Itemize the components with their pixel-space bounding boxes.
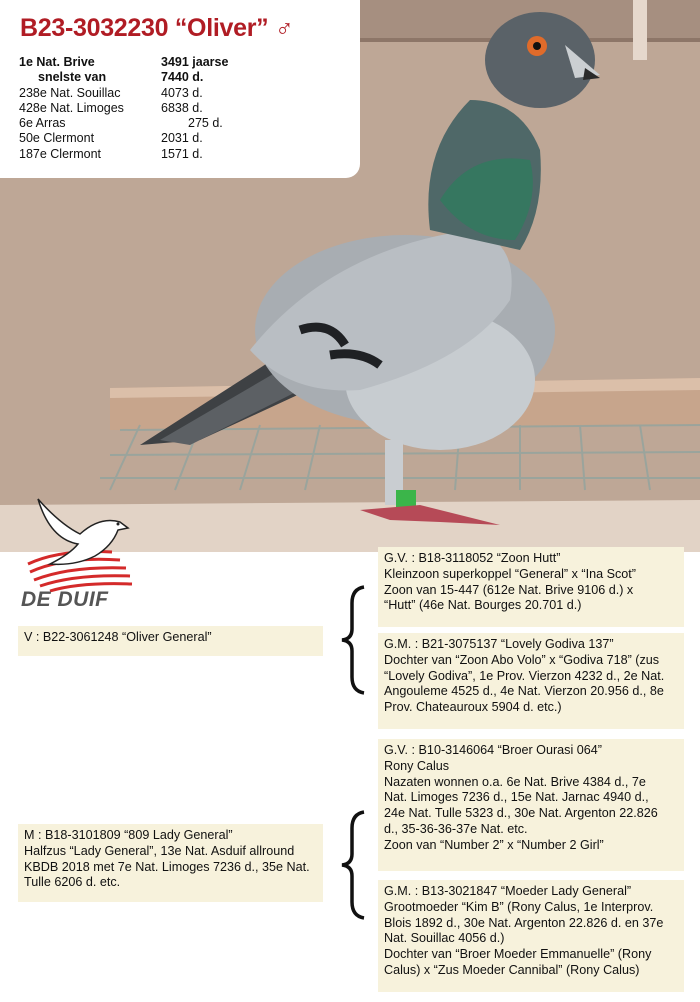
pedigree-line: Halfzus “Lady General”, 13e Nat. Asduif allround — [24, 843, 295, 858]
race-value: 6838 d. — [161, 100, 203, 115]
pedigree-line: Nat. Souillac 4056 d.) — [384, 931, 505, 946]
pedigree-line: G.V. : B18-3118052 “Zoon Hutt” — [384, 551, 561, 565]
race-label: 238e Nat. Souillac — [19, 85, 121, 100]
pedigree-line: 24e Nat. Tulle 5323 d., 30e Nat. Argenton 22.826 — [384, 806, 658, 821]
race-value: 4073 d. — [161, 85, 203, 100]
race-value: 275 d. — [188, 116, 223, 131]
race-label: 6e Arras — [19, 116, 66, 131]
pedigree-line: Dochter van “Zoon Abo Volo” x “Godiva 718” (zus — [384, 652, 660, 667]
pedigree-line: “Lovely Godiva”, 1e Prov. Vierzon 4232 d., 2e Nat. — [384, 668, 665, 683]
race-label: 1e Nat. Brive — [19, 55, 95, 69]
pedigree-line: G.M. : B21-3075137 “Lovely Godiva 137” — [384, 637, 614, 651]
pedigree-line: Tulle 6206 d. etc. — [24, 875, 121, 890]
pedigree-line: d., 35-36-36-37e Nat. etc. — [384, 821, 528, 836]
father-mother-box — [378, 633, 684, 729]
pedigree-line: Calus) x “Zus Moeder Cannibal” (Rony Calus) — [384, 962, 640, 977]
father-box — [18, 626, 323, 656]
race-value: 7440 d. — [161, 70, 204, 85]
mother-brace — [338, 810, 368, 920]
father-line: V : B22-3061248 “Oliver General” — [24, 630, 212, 644]
father-brace — [338, 585, 368, 695]
pedigree-line: “Hutt” (46e Nat. Bourges 20.701 d.) — [384, 598, 582, 613]
race-value: 2031 d. — [161, 131, 203, 146]
race-value: 1571 d. — [161, 146, 203, 161]
pedigree-line: M : B18-3101809 “809 Lady General” — [24, 828, 233, 842]
pedigree-line: Nazaten wonnen o.a. 6e Nat. Brive 4384 d., 7e — [384, 774, 646, 789]
race-label: 187e Clermont — [19, 146, 101, 161]
pedigree-line: Prov. Chateauroux 5904 d. etc.) — [384, 700, 562, 715]
pedigree-line: KBDB 2018 met 7e Nat. Limoges 7236 d., 35e Nat. — [24, 859, 310, 874]
race-label: snelste van — [38, 70, 107, 85]
logo-text: DE DUIF — [21, 588, 109, 611]
mother-mother-box — [378, 880, 684, 992]
pedigree-line: Dochter van “Broer Moeder Emmanuelle” (Rony — [384, 947, 652, 962]
pigeon-title: B23-3032230 “Oliver” ♂ — [20, 14, 294, 42]
de-duif-logo — [20, 494, 150, 614]
pedigree-line: G.M. : B13-3021847 “Moeder Lady General” — [384, 884, 632, 898]
pedigree-line: Rony Calus — [384, 758, 450, 773]
pedigree-line: Angouleme 4525 d., 4e Nat. Vierzon 20.956 d., 8e — [384, 684, 664, 699]
pedigree-line: Grootmoeder “Kim B” (Rony Calus, 1e Interprov. — [384, 899, 654, 914]
pedigree-line: Nat. Limoges 7236 d., 15e Nat. Jarnac 4940 d., — [384, 790, 649, 805]
race-value: 3491 jaarse — [161, 55, 229, 69]
mother-father-box — [378, 739, 684, 871]
mother-box — [18, 824, 323, 902]
race-label: 428e Nat. Limoges — [19, 100, 124, 115]
pedigree-line: Kleinzoon superkoppel “General” x “Ina Scot” — [384, 566, 637, 581]
pedigree-line: Zoon van 15-447 (612e Nat. Brive 9106 d.) x — [384, 582, 634, 597]
father-father-box — [378, 547, 684, 627]
pedigree-line: G.V. : B10-3146064 “Broer Ourasi 064” — [384, 743, 602, 757]
race-results-panel — [0, 0, 360, 178]
pedigree-line: Zoon van “Number 2” x “Number 2 Girl” — [384, 837, 604, 852]
pedigree-line: Blois 1892 d., 30e Nat. Argenton 22.826 d. en 37e — [384, 915, 664, 930]
race-label: 50e Clermont — [19, 131, 95, 146]
